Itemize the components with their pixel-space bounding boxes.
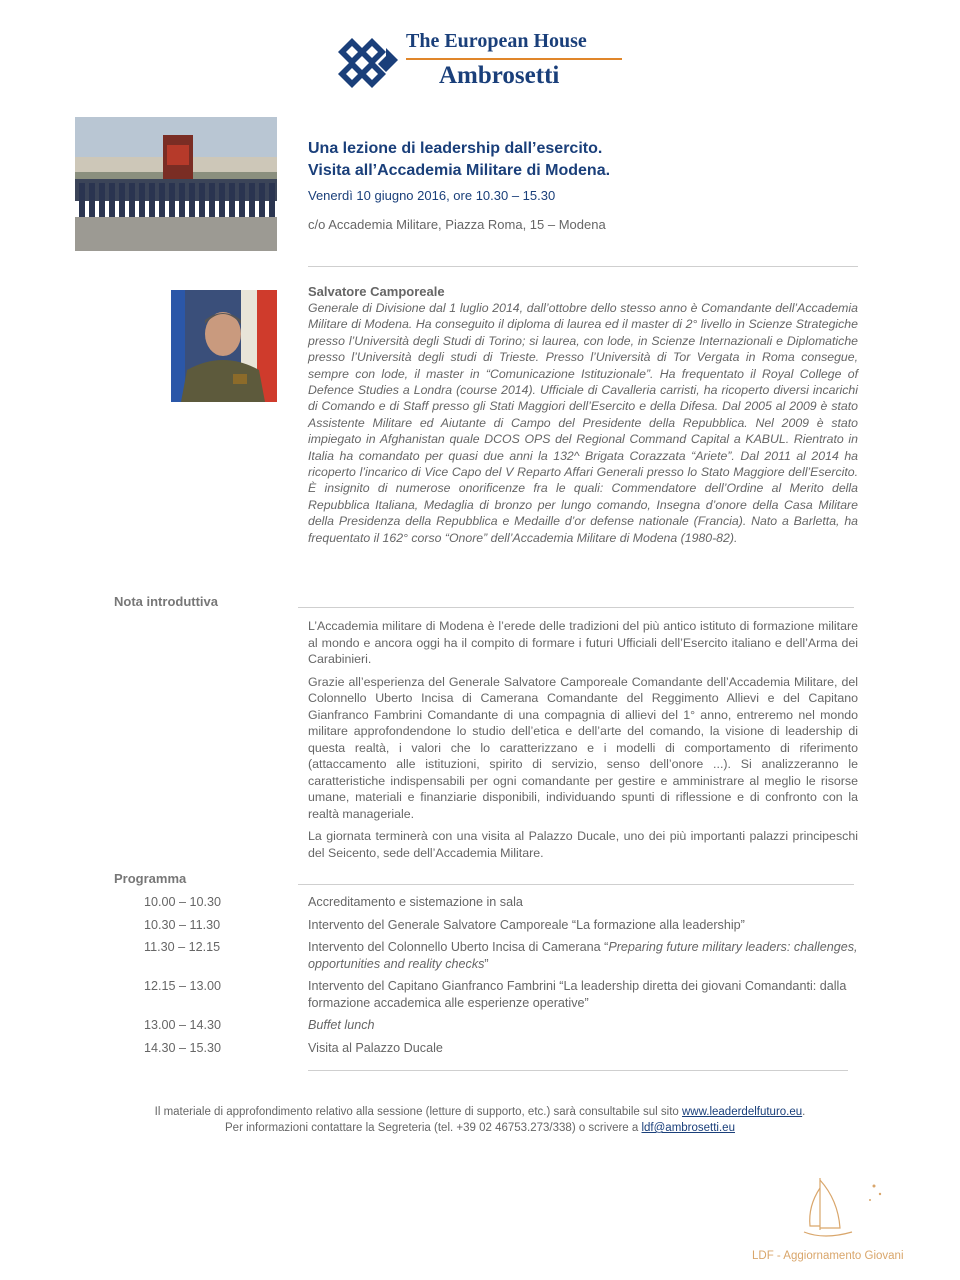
event-title-line2: Visita all’Accademia Militare di Modena. — [308, 162, 611, 179]
program-time: 10.30 – 11.30 — [144, 917, 221, 932]
program-time: 10.00 – 10.30 — [144, 895, 222, 909]
divider — [298, 884, 854, 885]
program-row — [112, 939, 860, 972]
program-row — [112, 1040, 860, 1057]
intro-paragraph: L’Accademia militare di Modena è l’erede delle tradizioni del più antico istituto di formazione militare al mondo e ancora oggi ha il compito di formare i futuri Ufficiali dell’Esercito italiano e dell’Arma dei Carabinieri. — [308, 619, 858, 666]
footer-line2 — [60, 1120, 900, 1136]
footer-text: Per informazioni contattare la Segreteria (tel. +39 02 46753.273/338) o scrivere a — [225, 1122, 642, 1134]
intro-paragraph: La giornata terminerà con una visita al Palazzo Ducale, uno dei più importanti palazzi principeschi del Seicento, sede dell’Accademia Militare. — [308, 829, 858, 860]
program-time: 12.15 – 13.00 — [144, 979, 222, 993]
sailboat-logo-icon — [800, 1170, 890, 1250]
program-row — [112, 978, 860, 1011]
program-activity: Visita al Palazzo Ducale — [308, 1040, 443, 1055]
brand-logo — [336, 28, 636, 98]
program-activity: Intervento del Capitano Gianfranco Fambrini “La leadership diretta dei giovani Comandanti: dalla formazione accademica alle esperienze operative” — [308, 979, 847, 1010]
program-activity: Accreditamento e sistemazione in sala — [308, 895, 523, 909]
event-header — [308, 138, 868, 232]
ambrosetti-logo-icon — [336, 34, 400, 92]
event-location: c/o Accademia Militare, Piazza Roma, 15 – Modena — [308, 217, 606, 232]
program-activity: Buffet lunch — [308, 1018, 375, 1032]
website-link[interactable]: www.leaderdelfuturo.eu — [681, 1106, 803, 1118]
brand-divider — [406, 58, 622, 60]
program-time: 14.30 – 15.30 — [144, 1040, 222, 1055]
footer-text: Il materiale di approfondimento relativo alla sessione (letture di supporto, etc.) sarà consultabile sul sito — [154, 1106, 682, 1118]
event-title-line1: Una lezione di leadership dall’esercito. — [308, 140, 603, 157]
footer-line1 — [60, 1104, 900, 1120]
program-time: 13.00 – 14.30 — [144, 1018, 222, 1032]
program-table — [112, 894, 860, 1062]
ldf-label: LDF - Aggiornamento Giovani — [752, 1250, 904, 1262]
program-activity-end: ” — [484, 956, 489, 971]
intro-text — [308, 618, 858, 867]
program-activity — [308, 939, 860, 972]
program-label: Programma — [114, 871, 187, 886]
brand-name-line1: The European House — [406, 30, 587, 52]
email-link[interactable]: ldf@ambrosetti.eu — [641, 1122, 735, 1134]
program-row — [112, 1017, 860, 1034]
intro-label: Nota introduttiva — [114, 594, 218, 609]
program-row — [112, 894, 860, 911]
event-date: Venerdì 10 giugno 2016, ore 10.30 – 15.30 — [308, 188, 556, 203]
divider — [308, 266, 858, 267]
event-photo — [75, 117, 277, 251]
brand-name-line2: Ambrosetti — [439, 62, 560, 89]
divider — [308, 1070, 848, 1071]
speaker-name: Salvatore Camporeale — [308, 284, 445, 299]
speaker-photo — [171, 290, 277, 402]
speaker-bio: Generale di Divisione dal 1 luglio 2014, dall’ottobre dello stesso anno è Comandante dell’Accademia Militare di Modena. Ha conseguito il diploma di laurea ed il master di 2° livello in Scienze Strategiche presso l’Università degli Studi di Torino; si laurea, con lode, in Scienze Internazionali e Diplomatiche presso l’Università degli studi di Trieste. Presso l’Università di Tor Vergata in Roma consegue, sempre con lode, il master in “Comunicazione Istituzionale”. Ha frequentato il Royal College of Defence Studies a Londra (course 2014). Ufficiale di Cavalleria carristi, ha ricoperto diversi incarichi di Comando e di Staff presso gli Stati Maggiori dell’Esercito e della Difesa. Dal 2005 al 2009 è stato Assistente Militare ed Aiutante di Campo del Presidente della Repubblica. Nel 2009 è stato impiegato in Afghanistan quale DCOS OPS del Regional Command Capital a KABUL. Rientrato in Italia ha comandato per quasi due anni la 132^ Brigata Corazzata “Ariete”. Dal 2011 al 2014 ha ricoperto l’incarico di Vice Capo del V Reparto Affari Generali presso lo Stato Maggiore dell’Esercito. È insignito di numerose onorificenze fra le quali: Commendatore dell’Ordine al Merito della Repubblica Italiana, Medaglia di bronzo per lungo comando, Insegna d’onore della Casa Militare della Presidenza della Repubblica e Medaille d’or defense nationale (Francia). Nato a Barletta, ha frequentato il 162° corso “Onore” dell’Accademia Militare di Modena (1980-82). — [308, 301, 858, 545]
program-activity-text: Intervento del Colonnello Uberto Incisa di Camerana “ — [308, 940, 609, 954]
footer-info — [60, 1104, 900, 1136]
divider — [298, 607, 854, 608]
intro-paragraph: Grazie all’esperienza del Generale Salvatore Camporeale Comandante dell’Accademia Militare, del Colonnello Uberto Incisa di Camerana Comandante del Reggimento Allievi e del Capitano Gianfranco Fambrini Comandante di una compagnia di allievi del 1° anno, entreremo nel mondo militare approfondendone lo studio dell’etica e dell’arte del comando, la visione di leadership di questa realtà, i valori che lo caratterizzano e i modelli di comportamento di riferimento (attaccamento alle istituzioni, spirito di servizio, senso dell’onore ...). Si analizzeranno le caratteristiche indispensabili per ogni comandante per gestire e amministrare al meglio le risorse umane, materiali e finanziarie disponibili, individuando spunti di riflessione e di confronto con la realtà manageriale. — [308, 674, 858, 821]
footer-text-end: . — [802, 1106, 806, 1118]
program-activity: Intervento del Generale Salvatore Camporeale “La formazione alla leadership” — [308, 917, 745, 932]
program-activity-italic: Preparing future military leaders: challenges, opportunities and reality checks — [308, 940, 858, 971]
speaker-bio-section — [308, 284, 858, 546]
program-time: 11.30 – 12.15 — [144, 940, 221, 954]
program-row — [112, 917, 860, 934]
